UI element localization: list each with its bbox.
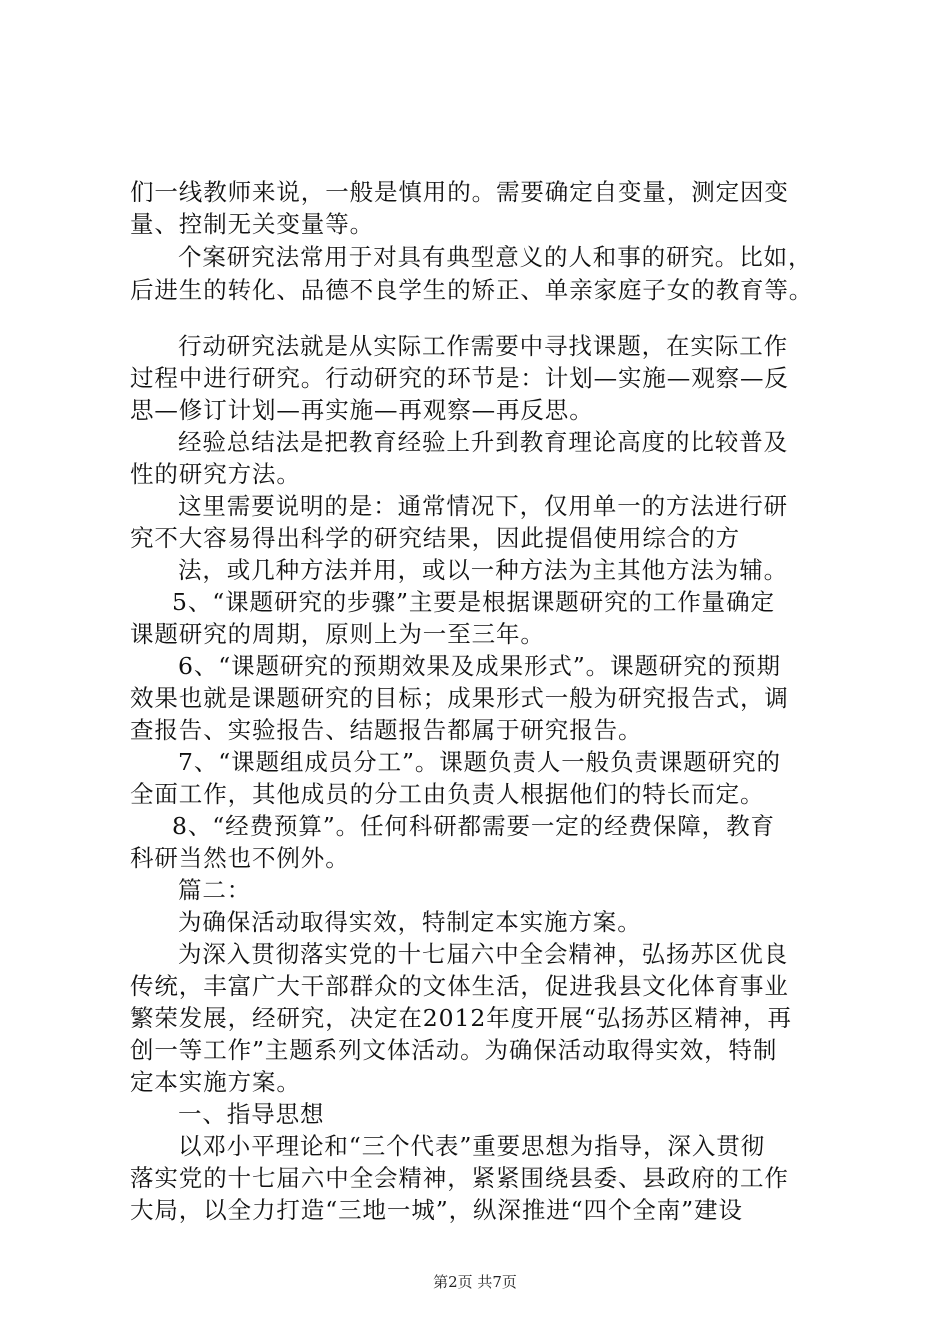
text-line: 5、“课题研究的步骤”主要是根据课题研究的工作量确定 <box>172 588 775 616</box>
text-line: 量、控制无关变量等。 <box>130 210 374 238</box>
text-line: 过程中进行研究。行动研究的环节是：计划—实施—观察—反 <box>130 364 789 392</box>
section-heading: 篇二： <box>178 876 252 904</box>
text-line: 课题研究的周期，原则上为一至三年。 <box>130 620 545 648</box>
section-heading: 一、指导思想 <box>178 1100 325 1128</box>
text-line: 查报告、实验报告、结题报告都属于研究报告。 <box>130 716 643 744</box>
text-line: 性的研究方法。 <box>130 460 301 488</box>
text-line: 创一等工作”主题系列文体活动。为确保活动取得实效，特制 <box>130 1036 778 1064</box>
text-line: 后进生的转化、品德不良学生的矫正、单亲家庭子女的教育等。 <box>130 276 814 304</box>
page-number-footer: 第2页 共7页 <box>433 1273 517 1291</box>
text-line: 7、“课题组成员分工”。课题负责人一般负责课题研究的 <box>178 748 781 776</box>
text-line: 大局，以全力打造“三地一城”，纵深推进“四个全南”建设 <box>130 1196 743 1224</box>
text-line: 法，或几种方法并用，或以一种方法为主其他方法为辅。 <box>178 556 788 584</box>
text-line: 定本实施方案。 <box>130 1068 301 1096</box>
text-line: 个案研究法常用于对具有典型意义的人和事的研究。比如， <box>178 243 813 271</box>
text-line: 经验总结法是把教育经验上升到教育理论高度的比较普及 <box>178 428 788 456</box>
text-line: 以邓小平理论和“三个代表”重要思想为指导，深入贯彻 <box>178 1132 766 1160</box>
text-line: 8、“经费预算”。任何科研都需要一定的经费保障，教育 <box>172 812 775 840</box>
text-line: 落实党的十七届六中全会精神，紧紧围绕县委、县政府的工作 <box>130 1164 789 1192</box>
text-line: 6、“课题研究的预期效果及成果形式”。课题研究的预期 <box>178 652 781 680</box>
text-line: 这里需要说明的是：通常情况下，仅用单一的方法进行研 <box>178 492 788 520</box>
text-line: 效果也就是课题研究的目标；成果形式一般为研究报告式，调 <box>130 684 789 712</box>
text-line: 行动研究法就是从实际工作需要中寻找课题，在实际工作 <box>178 332 788 360</box>
text-line: 们一线教师来说，一般是慎用的。需要确定自变量，测定因变 <box>130 178 789 206</box>
text-line: 为深入贯彻落实党的十七届六中全会精神，弘扬苏区优良 <box>178 940 788 968</box>
text-line: 传统，丰富广大干部群众的文体生活，促进我县文化体育事业 <box>130 972 789 1000</box>
text-line: 全面工作，其他成员的分工由负责人根据他们的特长而定。 <box>130 780 765 808</box>
text-line: 思—修订计划—再实施—再观察—再反思。 <box>130 396 594 424</box>
text-line: 究不大容易得出科学的研究结果，因此提倡使用综合的方 <box>130 524 740 552</box>
text-line: 为确保活动取得实效，特制定本实施方案。 <box>178 908 642 936</box>
text-line: 科研当然也不例外。 <box>130 844 350 872</box>
text-line: 繁荣发展，经研究，决定在2012年度开展“弘扬苏区精神，再 <box>130 1004 792 1032</box>
